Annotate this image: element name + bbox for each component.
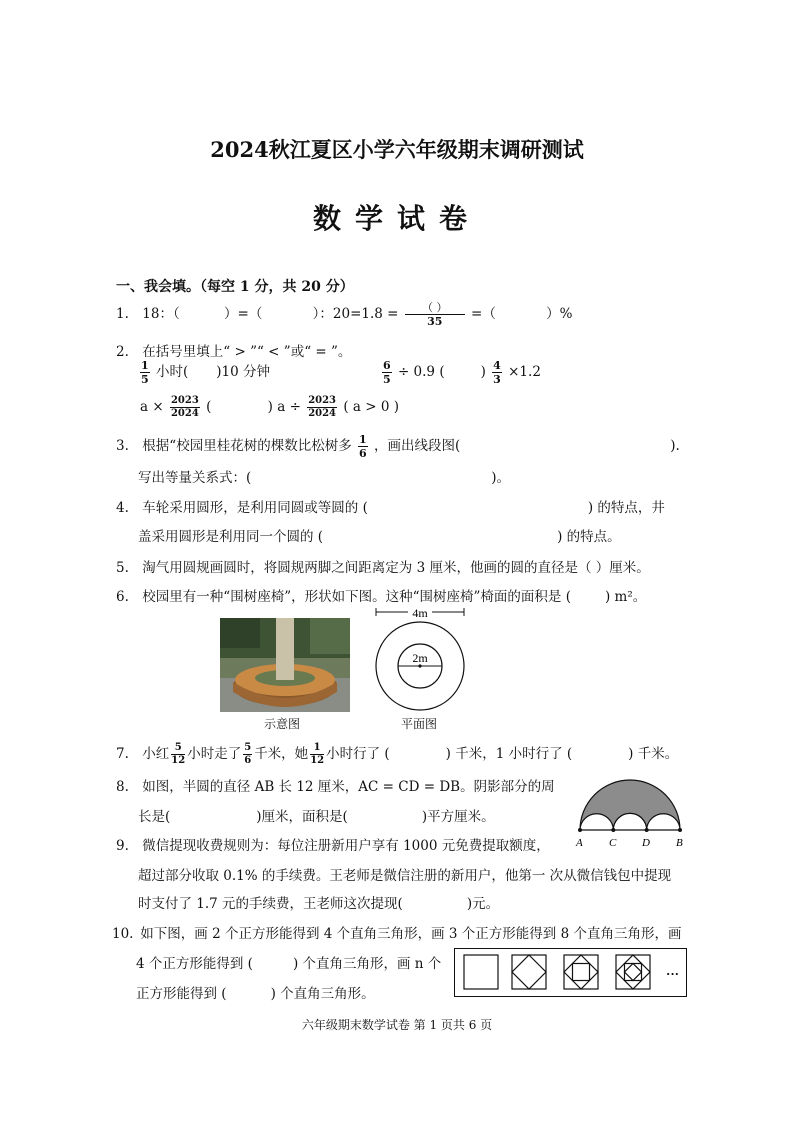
caption-photo: 示意图 bbox=[264, 717, 301, 731]
outer-diameter-label: 4m bbox=[412, 608, 428, 620]
question-9-line-2: 超过部分收取 0.1% 的手续费。王老师是微信注册的新用户，他第一 次从微信钱包中提现 bbox=[138, 868, 672, 884]
inner-diameter-label: 2m bbox=[412, 651, 428, 665]
question-8: 8. 如图，半圆的直径 AB 长 12 厘米，AC = CD = DB。阴影部分的周 bbox=[116, 779, 555, 795]
bench-plan-diagram bbox=[368, 608, 472, 714]
page-footer: 六年级期末数学试卷 第 1 页共 6 页 bbox=[301, 1018, 493, 1032]
point-c-label: C bbox=[609, 837, 617, 849]
point-b-label: B bbox=[676, 837, 683, 849]
ellipsis: ··· bbox=[666, 966, 680, 981]
point-d-label: D bbox=[642, 837, 650, 849]
question-number: 1. bbox=[116, 306, 129, 322]
question-4: 4. 车轮采用圆形，是利用同圆或等圆的 ( ) 的特点，井 bbox=[116, 500, 665, 516]
fraction: $\frac{5}{12}$ bbox=[171, 742, 186, 766]
caption-plan: 平面图 bbox=[401, 717, 438, 731]
question-number: 3. bbox=[116, 438, 129, 454]
question-3: 3. 根据“校园里桂花树的棵数比松树多 $\frac{1}{6}$ ，画出线段图( ). bbox=[116, 433, 680, 460]
question-10-line-2: 4 个正方形能得到 ( ) 个直角三角形，画 n 个 bbox=[136, 956, 442, 972]
nested-squares-figure bbox=[454, 948, 688, 998]
question-1: 1. 18：（ ）=（ ）：20=1.8 = $\frac{( )}{35}$ =（ ）% bbox=[116, 301, 573, 328]
question-2-row-1b: $\frac{6}{5}$ ÷ 0.9 ( ) $\frac{4}{3}$ ×1.2 bbox=[383, 359, 541, 386]
question-number: 9. bbox=[116, 838, 129, 854]
question-number: 7. bbox=[116, 746, 129, 762]
question-10-line-3: 正方形能得到 ( ) 个直角三角形。 bbox=[136, 986, 375, 1002]
semicircle-diagram bbox=[570, 770, 690, 850]
fraction: $\frac{1}{12}$ bbox=[310, 742, 325, 766]
question-10: 10. 如下图，画 2 个正方形能得到 4 个直角三角形，画 3 个正方形能得到 8 个直角三角形，画 bbox=[112, 926, 682, 942]
question-2: 2. 在括号里填上“ > ”“ < ”或“ = ”。 bbox=[116, 344, 352, 360]
question-4-line-2: 盖采用圆形是利用同一个圆的 ( ) 的特点。 bbox=[138, 529, 621, 545]
question-number: 8. bbox=[116, 779, 129, 795]
question-number: 4. bbox=[116, 500, 129, 516]
question-7: 7. 小红 $\frac{5}{12}$ 小时走了 $\frac{5}{6}$ 千米，她 $\frac{1}{12}$ 小时行了 ( ) 千米，1 小时行了 ( ) 千米。 bbox=[116, 742, 679, 766]
question-2-row-2: a × $\frac{2023}{2024}$ ( ) a ÷ $\frac{2023}{2024}$ ( a > 0 ) bbox=[140, 395, 399, 419]
fraction: $\frac{2023}{2024}$ bbox=[170, 395, 199, 419]
fraction: $\frac{1}{5}$ bbox=[141, 359, 149, 386]
fraction: $\frac{4}{3}$ bbox=[493, 359, 501, 386]
question-number: 5. bbox=[116, 560, 129, 576]
fraction: $\frac{2023}{2024}$ bbox=[308, 395, 337, 419]
question-3-line-2: 写出等量关系式：( )。 bbox=[138, 470, 511, 486]
fraction: $\frac{( )}{35}$ bbox=[405, 302, 465, 327]
question-9-line-3: 时支付了 1.7 元的手续费，王老师这次提现( )元。 bbox=[138, 896, 500, 912]
question-6: 6. 校园里有一种“围树座椅”，形状如下图。这种“围树座椅”椅面的面积是 ( ) m²。 bbox=[116, 589, 647, 605]
question-number: 6. bbox=[116, 589, 129, 605]
tree-bench-photo bbox=[220, 618, 350, 712]
question-number: 10. bbox=[112, 926, 134, 942]
fraction: $\frac{6}{5}$ bbox=[383, 359, 391, 386]
fraction: $\frac{1}{6}$ bbox=[359, 433, 367, 460]
exam-title: 2024秋江夏区小学六年级期末调研测试 bbox=[210, 137, 584, 162]
question-8-line-2: 长是( )厘米，面积是( )平方厘米。 bbox=[138, 809, 495, 825]
point-a-label: A bbox=[576, 837, 583, 849]
exam-subtitle: 数学试卷 bbox=[312, 202, 481, 235]
question-5: 5. 淘气用圆规画圆时，将圆规两脚之间距离定为 3 厘米，他画的圆的直径是（ ）厘米。 bbox=[116, 560, 650, 576]
section-heading: 一、我会填。（每空 1 分，共 20 分） bbox=[116, 279, 354, 295]
question-2-row-1: $\frac{1}{5}$ 小时( )10 分钟 bbox=[141, 359, 270, 386]
fraction: $\frac{5}{6}$ bbox=[244, 742, 252, 766]
question-9: 9. 微信提现收费规则为：每位注册新用户享有 1000 元免费提取额度， bbox=[116, 838, 550, 854]
question-number: 2. bbox=[116, 344, 129, 360]
